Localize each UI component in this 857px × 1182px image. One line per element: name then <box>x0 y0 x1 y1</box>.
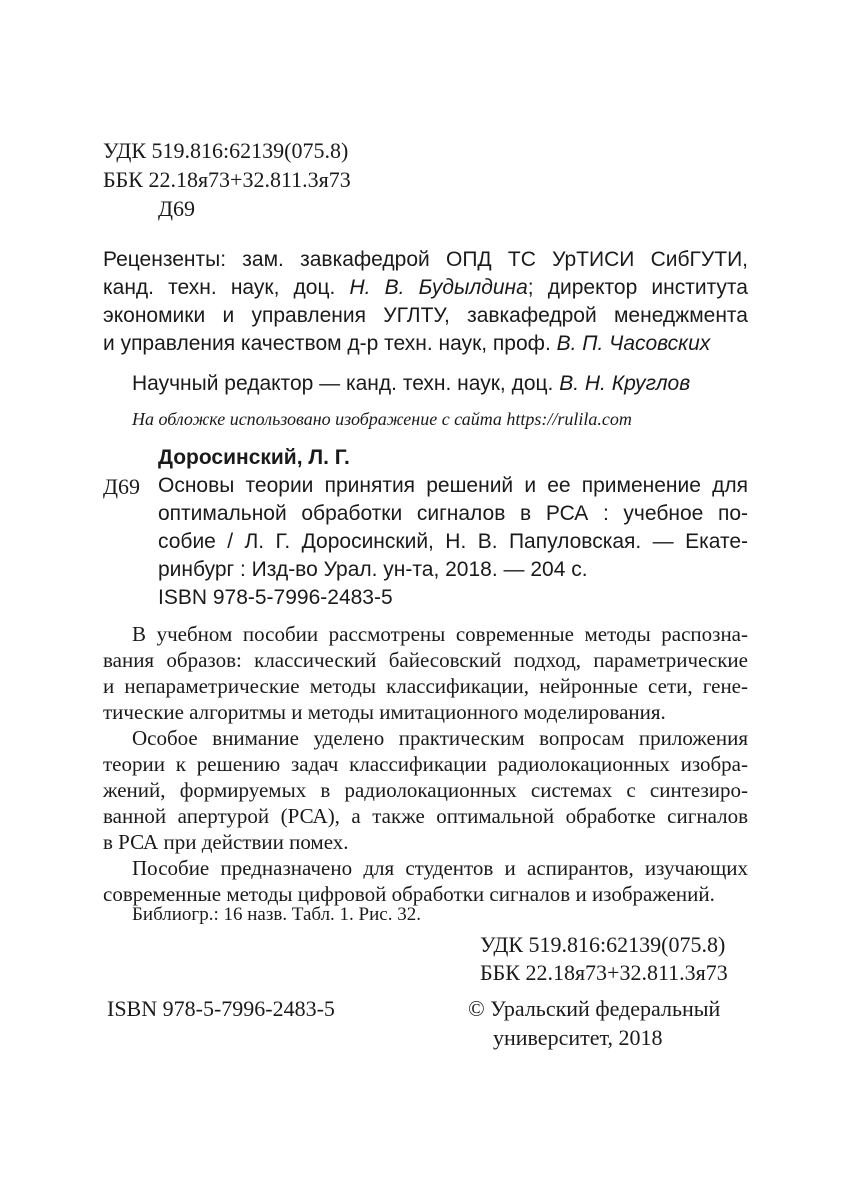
abstract-p1-line-3: и непараметрические методы классификации, нейронные сети, гене- <box>103 674 748 698</box>
reviewers-line-3-text: экономики и управления УГЛТУ, завкафедрой менеджмента <box>103 304 748 327</box>
scientific-editor <box>132 372 690 396</box>
bbk-code: ББК 22.18я73+32.811.3я73 <box>103 167 351 192</box>
reviewers-line-3 <box>103 304 748 328</box>
cover-note: На обложке использовано изображение с сайта https://rulila.com <box>132 409 632 429</box>
reviewers-line-2-a: канд. техн. наук, доц. <box>103 276 336 299</box>
reviewers-line-1-text: Рецензенты: зам. завкафедрой ОПД ТС УрТИСИ СибГУТИ, <box>103 248 748 271</box>
copyright-line-1: © Уральский федеральный <box>468 996 721 1021</box>
abstract-p2-line-4: ванной апертурой (РСА), а также оптимальной обработке сигналов <box>103 804 748 828</box>
reviewers-line-2 <box>103 276 748 300</box>
bib-description <box>158 474 748 614</box>
abstract <box>103 622 748 922</box>
footer-isbn: ISBN 978-5-7996-2483-5 <box>107 996 335 1021</box>
bib-sign: Д69 <box>103 474 141 499</box>
reviewer-2-name: В. П. Часовских <box>556 332 711 355</box>
reviewers-line-1 <box>103 248 748 272</box>
bib-line-4: ринбург : Изд-во Урал. ун-та, 2018. — 204 с. <box>158 558 588 581</box>
editor-text: Научный редактор — канд. техн. наук, доц. <box>132 372 554 395</box>
editor-name: В. Н. Круглов <box>559 372 691 395</box>
bib-line-2: оптимальной обработки сигналов в РСА : учебное по- <box>158 502 748 525</box>
footer-udk: УДК 519.816:62139(075.8) <box>480 932 726 957</box>
abstract-p2-line-3: жений, формируемых в радиолокационных системах с синтезиро- <box>103 778 748 802</box>
abstract-p1-line-4: тические алгоритмы и методы имитационного моделирования. <box>103 700 666 724</box>
abstract-p1-line-2: вания образов: классический байесовский подход, параметрические <box>103 648 748 672</box>
footer-bbk: ББК 22.18я73+32.811.3я73 <box>480 960 728 985</box>
reviewers-line-2-b: ; директор института <box>527 276 748 299</box>
author-sign: Д69 <box>158 196 196 221</box>
bib-author: Доросинский, Л. Г. <box>158 446 350 469</box>
reviewers-line-4-a: и управления качеством д-р техн. наук, проф. <box>103 332 551 355</box>
bib-line-1: Основы теории принятия решений и ее применение для <box>158 474 748 497</box>
bib-isbn: ISBN 978-5-7996-2483-5 <box>158 586 393 609</box>
abstract-p3-line-1: Пособие предназначено для студентов и аспирантов, изучающих <box>132 856 748 880</box>
copyright-line-2: университет, 2018 <box>493 1025 663 1050</box>
abstract-p3-line-2: современные методы цифровой обработки сигналов и изображений. <box>103 882 715 906</box>
abstract-p1-line-1: В учебном пособии рассмотрены современные методы распозна- <box>132 622 748 646</box>
udk-code: УДК 519.816:62139(075.8) <box>103 138 349 163</box>
abstract-p2-line-5: в РСА при действии помех. <box>103 830 349 854</box>
bib-line-3: собие / Л. Г. Доросинский, Н. В. Папуловская. — Екате- <box>158 530 748 553</box>
abstract-p2-line-1: Особое внимание уделено практическим вопросам приложения <box>132 726 748 750</box>
reviewer-1-name: Н. В. Будылдина <box>349 276 528 299</box>
reviewers-line-4 <box>103 332 748 356</box>
reviewers-block <box>103 248 748 360</box>
biblio-stats: Библиогр.: 16 назв. Табл. 1. Рис. 32. <box>132 904 421 925</box>
abstract-p2-line-2: теории к решению задач классификации радиолокационных изобра- <box>103 752 748 776</box>
